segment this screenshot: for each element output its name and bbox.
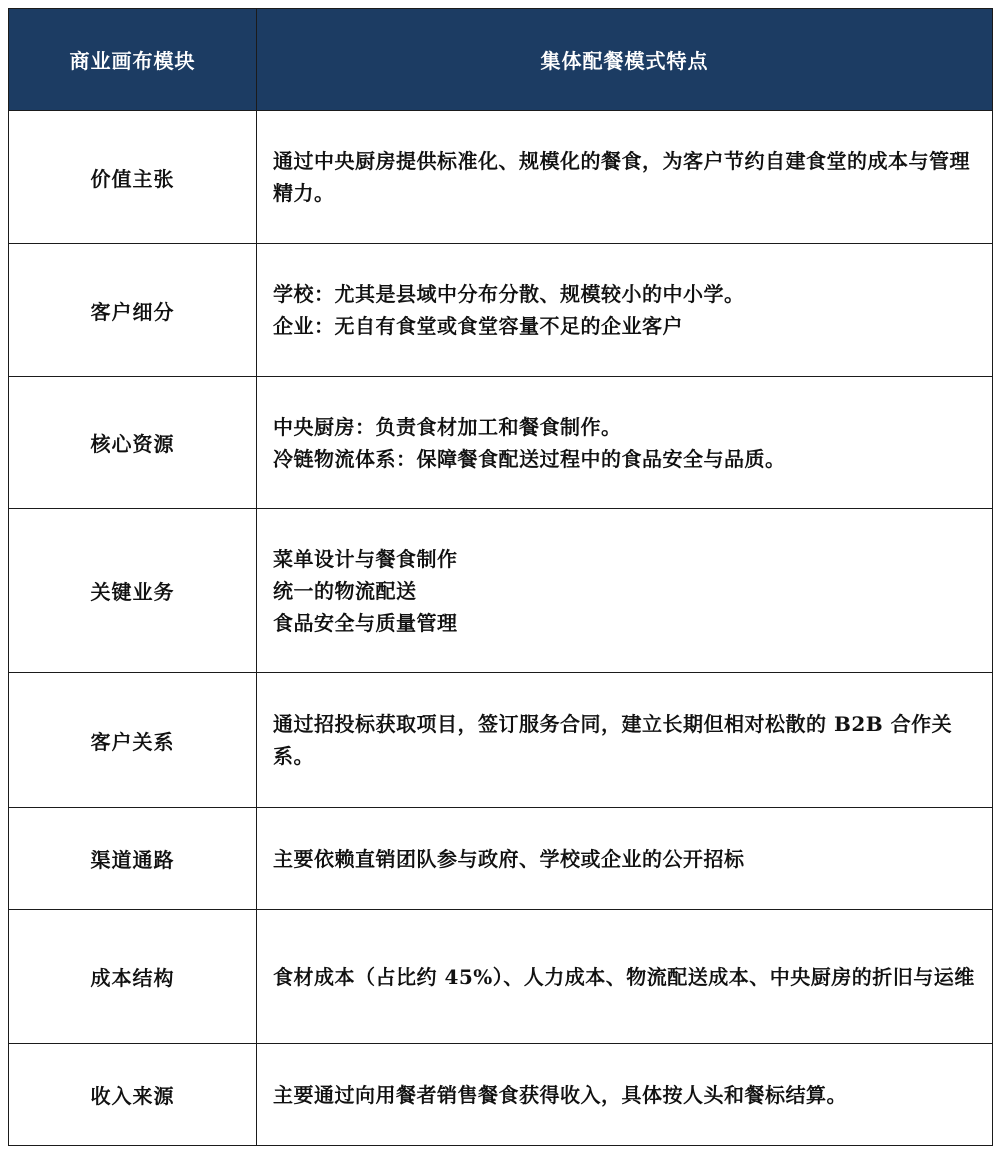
description-line: 菜单设计与餐食制作 bbox=[273, 546, 458, 571]
description-line: 学校：尤其是县域中分布分散、规模较小的中小学。 bbox=[273, 282, 745, 306]
description-line: 主要依赖直销团队参与政府、学校或企业的公开招标 bbox=[273, 846, 745, 871]
table-row-value-proposition bbox=[9, 111, 993, 244]
module-description bbox=[257, 244, 993, 377]
module-label: 成本结构 bbox=[9, 910, 257, 1044]
description-line: 统一的物流配送 bbox=[273, 578, 417, 603]
description-line: 主要通过向用餐者销售餐食获得收入，具体按人头和餐标结算。 bbox=[273, 1082, 847, 1107]
header-feature-column: 集体配餐模式特点 bbox=[257, 9, 993, 111]
table-row-customer-relationships bbox=[9, 673, 993, 808]
description-line: 食品安全与质量管理 bbox=[273, 610, 458, 635]
module-description bbox=[257, 673, 993, 808]
header-row bbox=[9, 9, 993, 111]
description-line: 食材成本（占比约 45%）、人力成本、物流配送成本、中央厨房的折旧与运维 bbox=[273, 964, 975, 989]
module-label: 关键业务 bbox=[9, 509, 257, 673]
module-description bbox=[257, 1044, 993, 1146]
table-row-revenue-streams bbox=[9, 1044, 993, 1146]
description-line: 中央厨房：负责食材加工和餐食制作。 bbox=[273, 414, 622, 439]
module-label: 客户关系 bbox=[9, 673, 257, 808]
table-row-customer-segments bbox=[9, 244, 993, 377]
module-label: 渠道通路 bbox=[9, 808, 257, 910]
module-label: 客户细分 bbox=[9, 244, 257, 377]
header-module-column: 商业画布模块 bbox=[9, 9, 257, 111]
description-line: 通过招投标获取项目，签订服务合同，建立长期但相对松散的 B2B 合作关系。 bbox=[273, 712, 953, 768]
table-row-key-resources bbox=[9, 377, 993, 509]
module-description bbox=[257, 377, 993, 509]
description-line: 企业：无自有食堂或食堂容量不足的企业客户 bbox=[273, 314, 683, 338]
module-label: 价值主张 bbox=[9, 111, 257, 244]
business-canvas-table bbox=[8, 8, 993, 1146]
module-description bbox=[257, 910, 993, 1044]
table-row-cost-structure bbox=[9, 910, 993, 1044]
module-label: 收入来源 bbox=[9, 1044, 257, 1146]
description-line: 通过中央厨房提供标准化、规模化的餐食，为客户节约自建食堂的成本与管理精力。 bbox=[273, 149, 970, 205]
table-header bbox=[9, 9, 993, 111]
description-line: 冷链物流体系：保障餐食配送过程中的食品安全与品质。 bbox=[273, 446, 786, 471]
module-label: 核心资源 bbox=[9, 377, 257, 509]
module-description bbox=[257, 808, 993, 910]
module-description bbox=[257, 111, 993, 244]
module-description bbox=[257, 509, 993, 673]
table-row-key-activities bbox=[9, 509, 993, 673]
table-row-channels bbox=[9, 808, 993, 910]
